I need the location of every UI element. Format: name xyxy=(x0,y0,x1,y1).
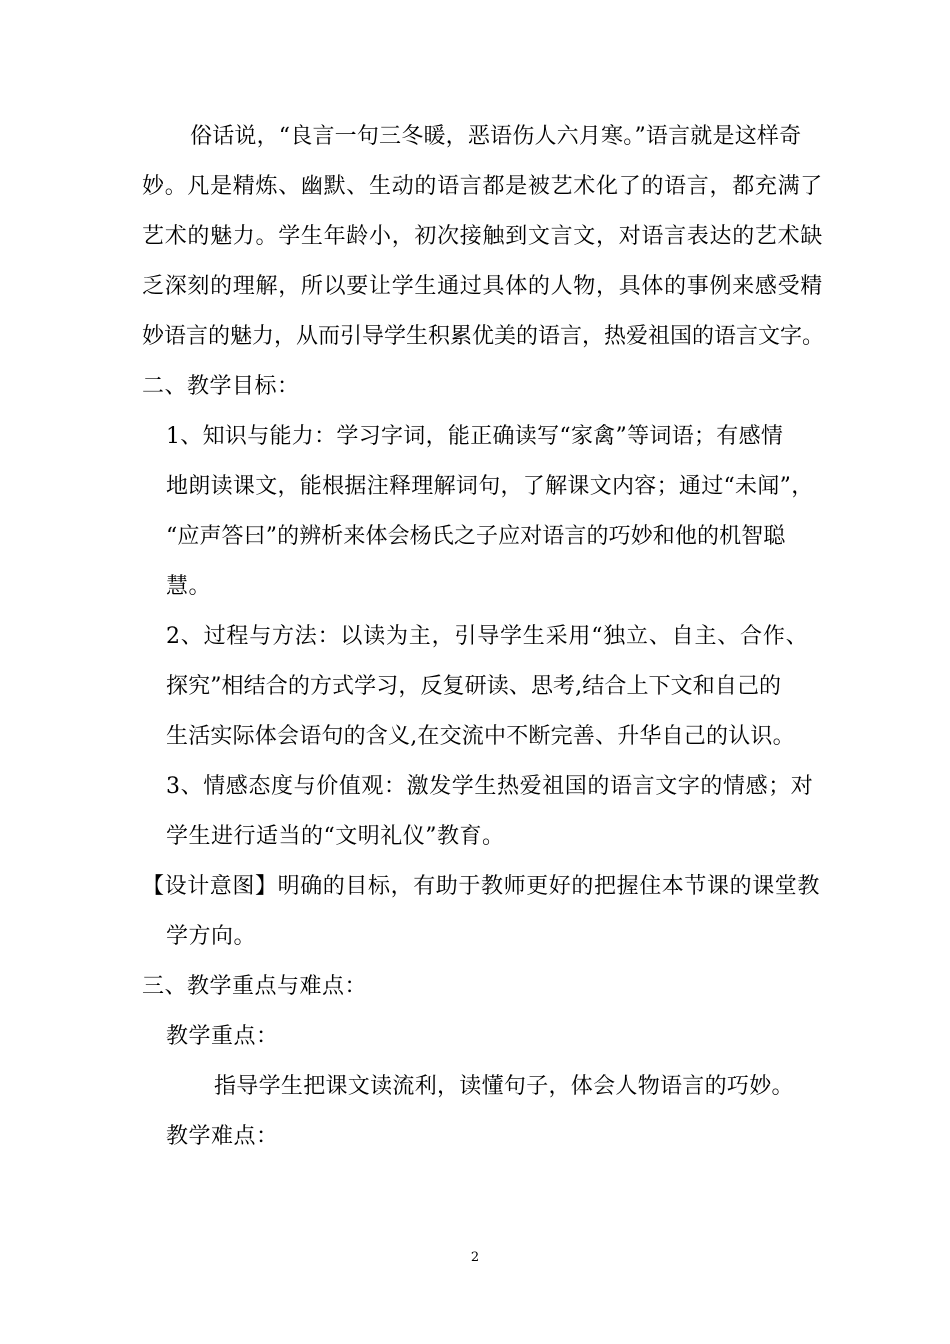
goal-emotion-line: 学生进行适当的“文明礼仪”教育。 xyxy=(166,824,505,849)
section-heading-key-points: 三、教学重点与难点： xyxy=(142,974,368,999)
goal-knowledge-line: 1、知识与能力：学习字词，能正确读写“家禽”等词语；有感情 xyxy=(166,424,784,449)
paragraph-line: 艺术的魅力。学生年龄小，初次接触到文言文，对语言表达的艺术缺 xyxy=(142,224,824,249)
design-intent-line: 学方向。 xyxy=(166,924,257,949)
paragraph-line: 乏深刻的理解，所以要让学生通过具体的人物，具体的事例来感受精 xyxy=(142,274,824,299)
goal-knowledge-line: 慧。 xyxy=(166,574,212,599)
goal-knowledge-line: “应声答曰”的辨析来体会杨氏之子应对语言的巧妙和他的机智聪 xyxy=(166,524,786,549)
goal-emotion-line: 3、情感态度与价值观：激发学生热爱祖国的语言文字的情感；对 xyxy=(166,774,814,799)
goal-process-line: 生活实际体会语句的含义,在交流中不断完善、升华自己的认识。 xyxy=(166,724,795,749)
goal-process-line: 探究”相结合的方式学习，反复研读、思考,结合上下文和自己的 xyxy=(166,674,782,699)
subheading-difficulty: 教学难点： xyxy=(166,1124,279,1149)
paragraph-line: 妙语言的魅力，从而引导学生积累优美的语言，热爱祖国的语言文字。 xyxy=(142,324,825,349)
subheading-key-point: 教学重点： xyxy=(166,1024,279,1049)
paragraph-line: 俗话说，“良言一句三冬暖，恶语伤人六月寒。”语言就是这样奇 xyxy=(190,124,802,149)
paragraph-line: 妙。凡是精炼、幽默、生动的语言都是被艺术化了的语言，都充满了 xyxy=(142,174,824,199)
page-number: 2 xyxy=(470,1250,480,1265)
key-point-text: 指导学生把课文读流利，读懂句子，体会人物语言的巧妙。 xyxy=(214,1074,794,1099)
design-intent-line: 【设计意图】明确的目标，有助于教师更好的把握住本节课的课堂教 xyxy=(142,874,821,899)
section-heading-teaching-goals: 二、教学目标： xyxy=(142,374,300,399)
goal-process-line: 2、过程与方法：以读为主，引导学生采用“独立、自主、合作、 xyxy=(166,624,809,649)
goal-knowledge-line: 地朗读课文，能根据注释理解词句，了解课文内容；通过“未闻”， xyxy=(166,474,814,499)
